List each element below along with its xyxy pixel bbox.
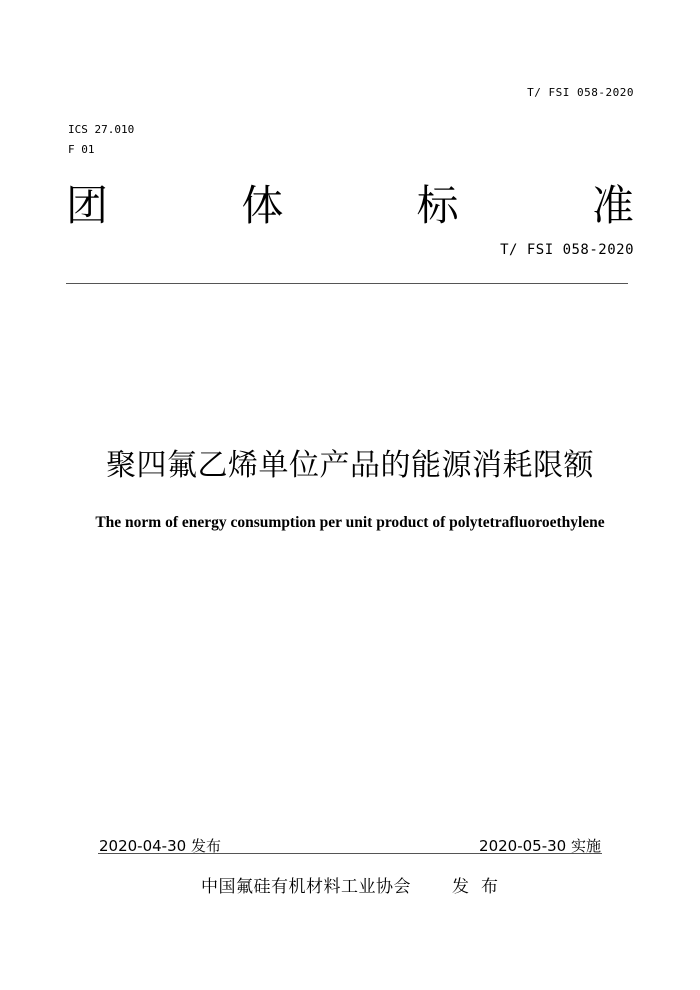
english-title: The norm of energy consumption per unit product of polytetrafluoroethylene <box>95 514 605 531</box>
ics-code: ICS 27.010 <box>68 123 135 136</box>
implement-date: 2020-05-30 实施 <box>479 837 601 855</box>
title-char: 体 <box>241 181 284 230</box>
standard-code: T/ FSI 058-2020 <box>500 242 634 258</box>
title-char: 准 <box>591 181 634 230</box>
header-divider <box>66 283 628 284</box>
title-char: 团 <box>66 181 109 230</box>
ccs-code: F 01 <box>68 143 95 156</box>
footer-divider <box>98 853 602 854</box>
title-char: 标 <box>416 181 459 230</box>
publisher-name: 中国氟硅有机材料工业协会 <box>201 877 411 897</box>
document-type-title <box>66 178 634 234</box>
chinese-title: 聚四氟乙烯单位产品的能源消耗限额 <box>106 448 594 483</box>
publish-date: 2020-04-30 发布 <box>99 837 221 855</box>
publish-label: 发布 <box>452 877 510 897</box>
header-standard-code: T/ FSI 058-2020 <box>527 86 634 99</box>
